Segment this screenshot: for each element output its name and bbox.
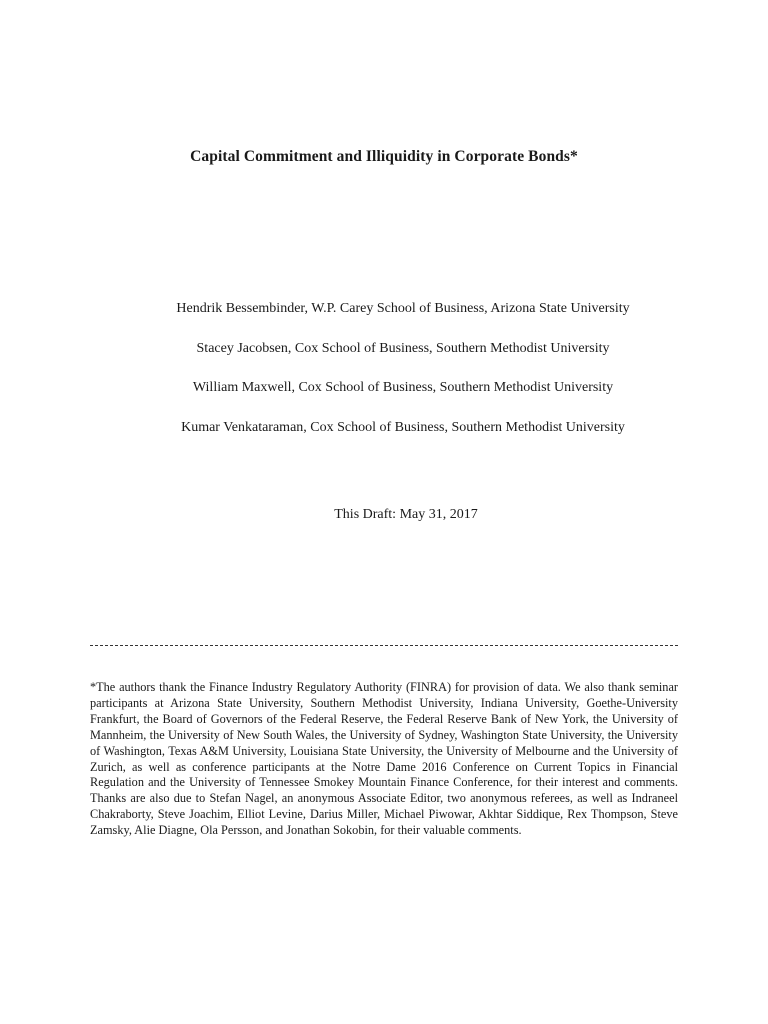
author-list bbox=[0, 299, 768, 457]
author-line: Stacey Jacobsen, Cox School of Business, Southern Methodist University bbox=[196, 340, 610, 356]
author-line: Kumar Venkataraman, Cox School of Business, Southern Methodist University bbox=[181, 419, 625, 435]
footnote-separator bbox=[90, 645, 678, 646]
draft-date: This Draft: May 31, 2017 bbox=[334, 507, 478, 522]
paper-title: Capital Commitment and Illiquidity in Corporate Bonds* bbox=[190, 148, 578, 165]
author-line: Hendrik Bessembinder, W.P. Carey School of Business, Arizona State University bbox=[176, 301, 630, 316]
acknowledgements-footnote: *The authors thank the Finance Industry Regulatory Authority (FINRA) for provision of data. We also thank seminar participants at Arizona State University, Southern Methodist University, Indiana University, Goethe-University Frankfurt, the Board of Governors of the Federal Reserve, the Federal Reserve Bank of New York, the University of Mannheim, the University of New South Wales, the University of Sydney, Washington State University, the University of Washington, Texas A&M University, Louisiana State University, the University of Melbourne and the University of Zurich, as well as conference participants at the Notre Dame 2016 Conference on Current Topics in Financial Regulation and the University of Tennessee Smokey Mountain Finance Conference, for their interest and comments. Thanks are also due to Stefan Nagel, an anonymous Associate Editor, two anonymous referees, as well as Indraneel Chakraborty, Steve Joachim, Elliot Levine, Darius Miller, Michael Piwowar, Akhtar Siddique, Rex Thompson, Steve Zamsky, Alie Diagne, Ola Persson, and Jonathan Sokobin, for their valuable comments. bbox=[90, 680, 678, 838]
author-line: William Maxwell, Cox School of Business, Southern Methodist University bbox=[192, 380, 614, 395]
